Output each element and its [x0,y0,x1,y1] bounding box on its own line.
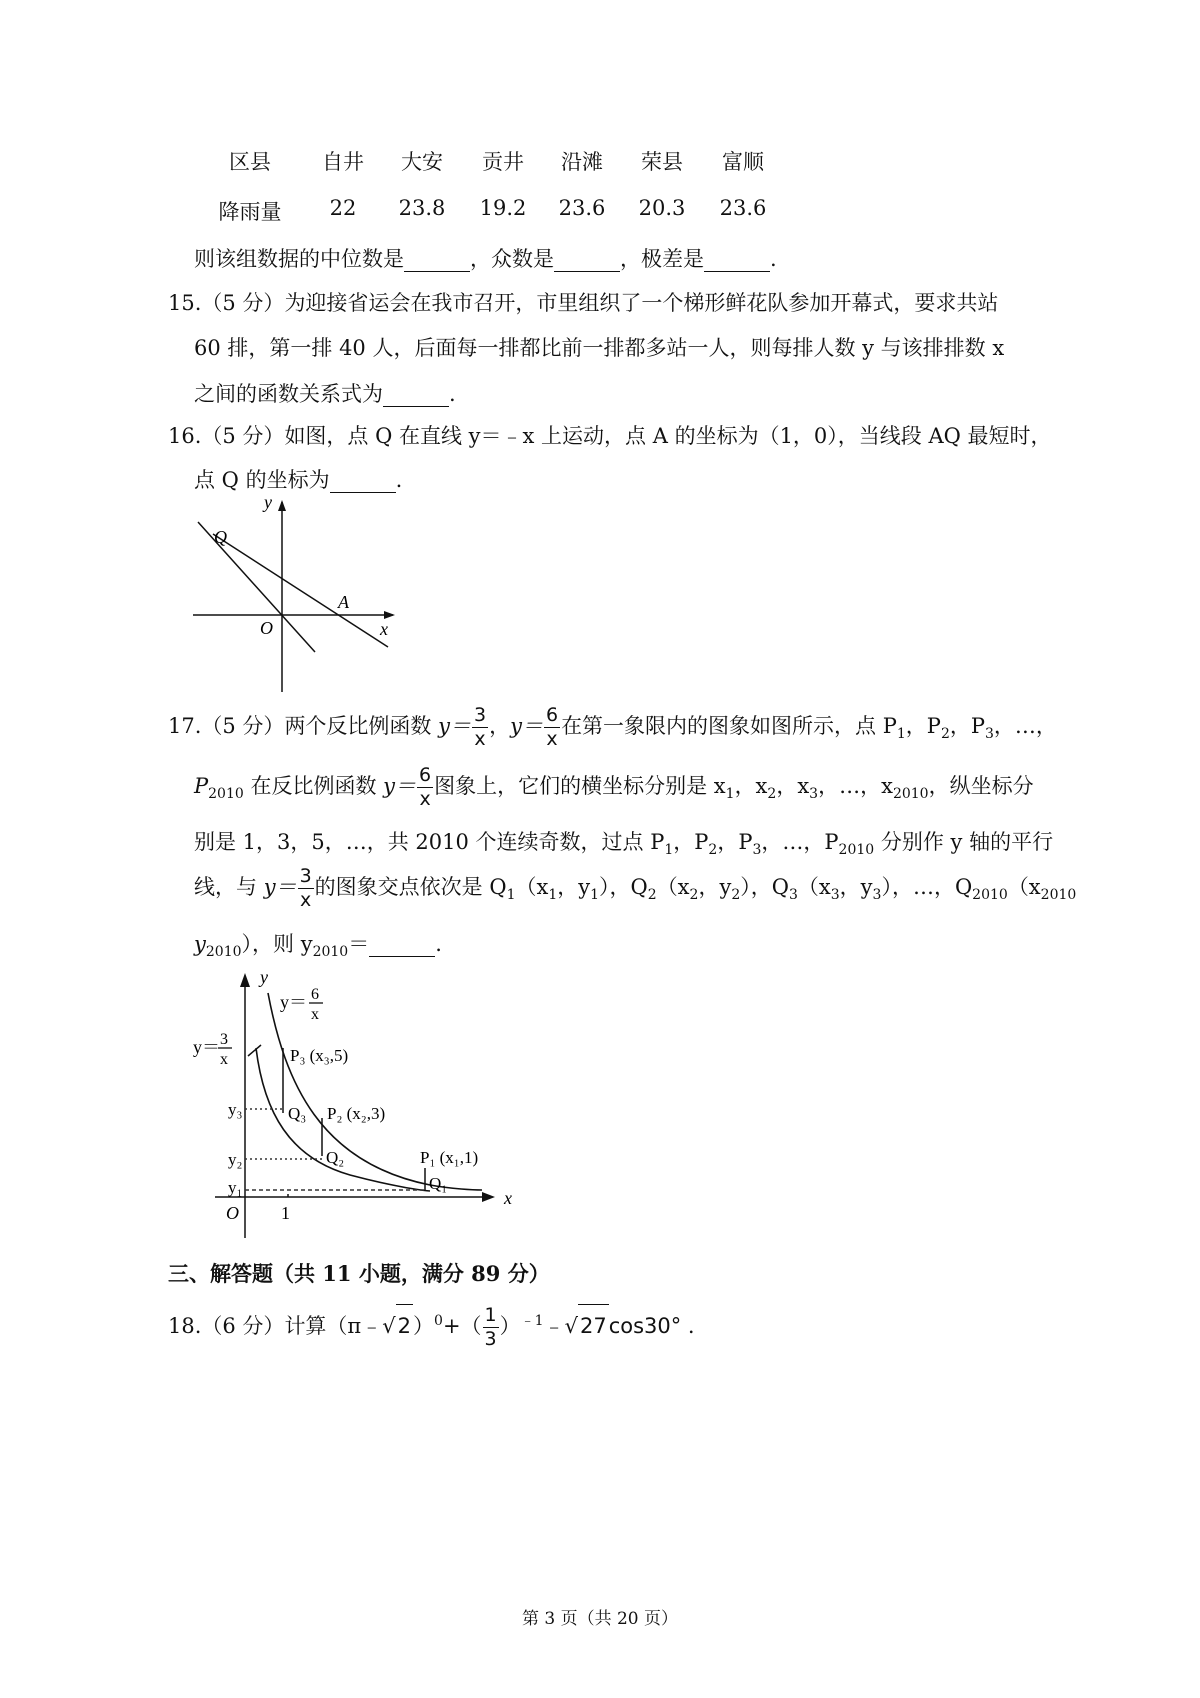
answer-blank[interactable] [404,247,470,272]
label-p3: P₃ (x₃,5) [290,1046,349,1065]
y-axis-label: y [260,967,268,987]
answer-blank[interactable] [554,247,620,272]
section-heading: 三、解答题（共 11 小题，满分 89 分） [168,1261,550,1286]
q15-line2: 60 排，第一排 40 人，后面每一排都比前一排都多站一人，则每排人数 y 与该排排数 x [194,336,1005,360]
table-cell: 23.6 [719,196,767,220]
label-y-3-over-x: y＝ [193,1037,220,1057]
table-header: 富顺 [722,150,764,174]
tick-label-y2: y₂ [228,1150,243,1169]
y-axis-arrow [240,973,250,987]
tick-label-y3: y₃ [228,1100,243,1119]
point-q-label: Q [214,527,227,547]
table-cell: 23.6 [558,196,606,220]
sqrt-2: 2 [396,1304,413,1347]
q15-line1: 15.（5 分）为迎接省运会在我市召开，市里组织了一个梯形鲜花队参加开幕式，要求共站 [168,291,999,315]
q16-line2: 点 Q 的坐标为 . [194,468,403,492]
answer-blank[interactable] [369,932,435,957]
answer-blank[interactable] [330,468,396,493]
sqrt-27: 27 [578,1304,609,1347]
x-axis-label: x [504,1188,512,1208]
radical-sign: √ [382,1314,396,1338]
table-cell: 20.3 [638,196,686,220]
table-header: 大安 [401,150,443,174]
origin-label: O [226,1203,239,1223]
fraction-3-over-x: $\frac{3}{x}$ [474,704,487,750]
label-numerator-3: 3 [220,1031,228,1048]
page-footer: 第 3 页（共 20 页） [521,1609,679,1629]
q17-line3: 别是 1，3，5，…，共 2010 个连续奇数，过点 $P_1$，$P_2$，$P_3$，…，$P_{2010}$ 分别作 y 轴的平行 [194,830,1054,859]
label-numerator-6: 6 [311,986,319,1003]
q17-line1: 17.（5 分）两个反比例函数 y＝ $\frac{3}{x}$ ，y＝ $\frac{6}{x}$ 在第一象限内的图象如图所示，点 $P_1$，$P_2$，$P_3$，…， [168,704,1057,750]
q17-line5: $y_{2010}$），则 $y_{2010}=$ . [194,932,442,961]
x-axis-arrow [482,1192,495,1202]
fraction-3-over-x: $\frac{3}{x}$ [299,865,312,911]
origin-label: O [260,618,273,638]
q15-line3: 之间的函数关系式为 . [194,382,456,406]
table-header: 自井 [322,150,364,174]
fraction-6-over-x: $\frac{6}{x}$ [419,764,432,810]
segment-qa [213,534,388,647]
label-y-6-over-x: y＝ [280,992,307,1012]
label-denominator-x: x [311,1006,319,1023]
q17-line4: 线，与 y＝ $\frac{3}{x}$ 的图象交点依次是 $Q_1(x_1$，$y_1$），$Q_2(x_2$，$y_2$），$Q_3(x_3$，$y_3$），…，$Q_{2010}(x_{2010}$ [194,865,1077,911]
table-header: 贡井 [482,150,524,174]
table-cell: 23.8 [398,196,446,220]
table-cell: 22 [329,196,357,220]
q16-line1: 16.（5 分）如图，点 Q 在直线 y＝﹣x 上运动，点 A 的坐标为（1，0），当线段 AQ 最短时， [168,424,1052,448]
label-p2: P₂ (x₂,3) [327,1104,386,1123]
table-header-district: 区县 [229,150,271,174]
q18-line: 18.（6 分）计算（π﹣√2）$^0$+（ $\frac{1}{3}$ ）$^{﹣1}$﹣√27cos30° . [168,1304,695,1350]
table-row-label: 降雨量 [218,200,282,224]
label-q1: Q₁ [429,1174,448,1193]
q17-figure [190,963,530,1248]
label-pointer [248,1045,261,1056]
q17-line2: $P_{2010}$ 在反比例函数 y＝ $\frac{6}{x}$ 图象上，它们的横坐标分别是 $x_1$，$x_2$，$x_3$，…，$x_{2010}$，纵坐标分 [194,764,1034,810]
table-cell: 19.2 [479,196,527,220]
x-axis-label: x [380,619,388,639]
tick-label-1: 1 [281,1203,290,1223]
y-axis-label: y [264,492,272,512]
x-axis-arrow [384,611,395,619]
label-p1: P₁ (x₁,1) [420,1148,479,1167]
tick-label-y1: y₁ [228,1178,243,1197]
label-q3: Q₃ [288,1104,307,1123]
answer-blank[interactable] [383,382,449,407]
q16-figure [188,492,408,697]
table-header: 沿滩 [561,150,603,174]
label-denominator-x: x [220,1051,228,1068]
label-q2: Q₂ [326,1148,345,1167]
q14-answer-line: 则该组数据的中位数是 ，众数是 ，极差是 . [194,247,777,271]
point-a-label: A [338,592,349,612]
radical-sign: √ [564,1314,578,1338]
answer-blank[interactable] [704,247,770,272]
fraction-1-over-3: $\frac{1}{3}$ [484,1304,497,1350]
y-axis-arrow [278,500,286,511]
table-header: 荣县 [641,150,683,174]
fraction-6-over-x: $\frac{6}{x}$ [545,704,559,750]
